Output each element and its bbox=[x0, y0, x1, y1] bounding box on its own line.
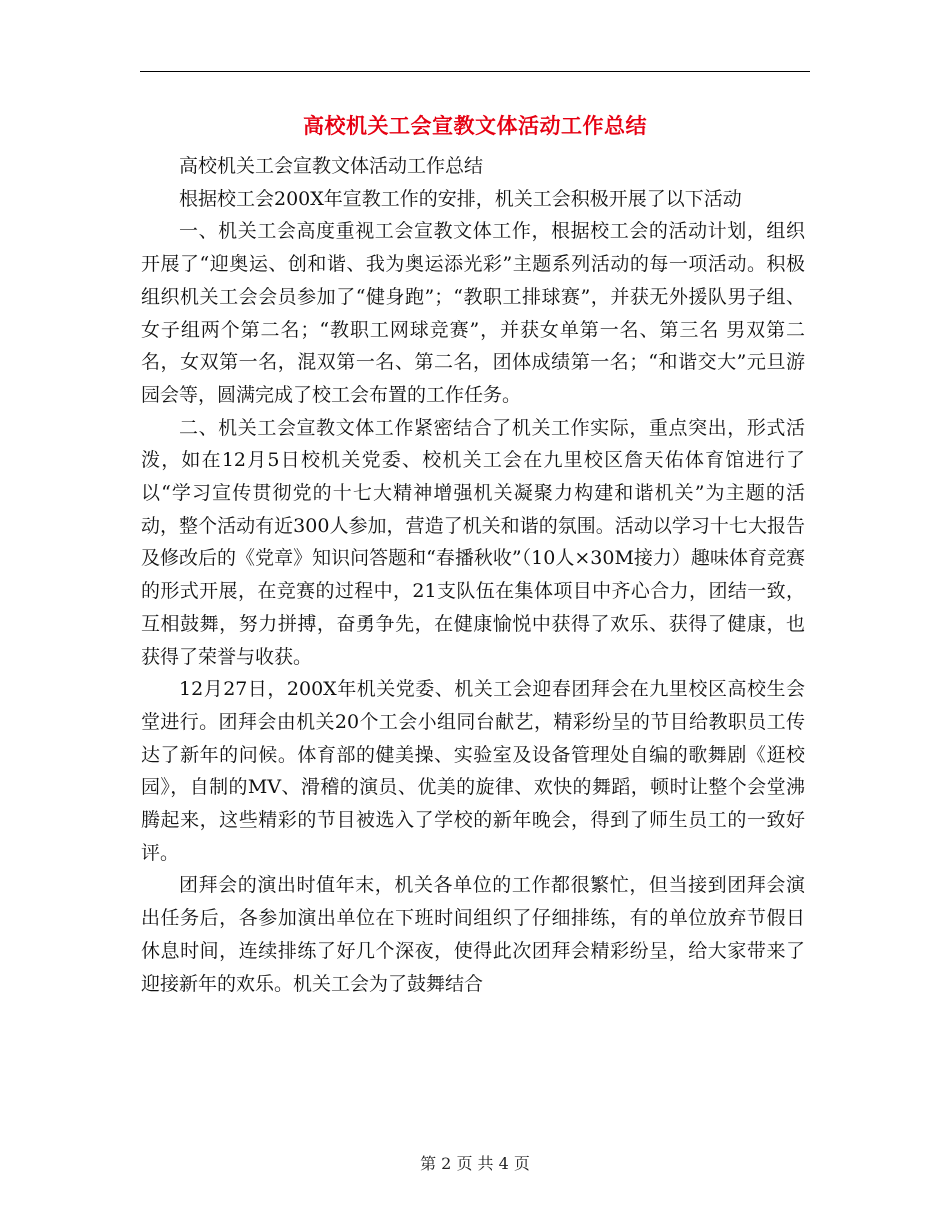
header-rule bbox=[140, 71, 810, 72]
paragraph-intro: 根据校工会200X年宣教工作的安排，机关工会积极开展了以下活动 bbox=[179, 187, 742, 210]
page-number-footer: 第 2 页 共 4 页 bbox=[420, 1154, 530, 1173]
paragraph-section-two: 二、机关工会宣教文体工作紧密结合了机关工作实际，重点突出，形式活泼，如在12月5日校机关党委、校机关工会在九里校区詹天佑体育馆进行了以“学习宣传贯彻党的十七大精神增强机关凝聚力构建和谐机关”为主题的活动，整个活动有近300人参加，营造了机关和谐的氛围。活动以学习十七大报告及修改后的《党章》知识问答题和“春播秋收”（10人×30M接力）趣味体育竞赛的形式开展，在竞赛的过程中，21支队伍在集体项目中齐心合力，团结一致，互相鼓舞，努力拼搏，奋勇争先，在健康愉悦中获得了欢乐、获得了健康，也获得了荣誉与收获。 bbox=[141, 416, 805, 668]
document-title: 高校机关工会宣教文体活动工作总结 bbox=[303, 114, 647, 138]
paragraph-new-year-gathering: 12月27日，200X年机关党委、机关工会迎春团拜会在九里校区高校生会堂进行。团拜会由机关20个工会小组同台献艺，精彩纷呈的节目给教职员工传达了新年的问候。体育部的健美操、实验室及设备管理处自编的歌舞剧《逛校园》，自制的MV、滑稽的演员、优美的旋律、欢快的舞蹈，顿时让整个会堂沸腾起来，这些精彩的节目被选入了学校的新年晚会，得到了师生员工的一致好评。 bbox=[141, 678, 805, 864]
document-body bbox=[141, 150, 805, 1000]
paragraph-subtitle: 高校机关工会宣教文体活动工作总结 bbox=[179, 155, 484, 177]
paragraph-rehearsal: 团拜会的演出时值年末，机关各单位的工作都很繁忙，但当接到团拜会演出任务后，各参加演出单位在下班时间组织了仔细排练，有的单位放弃节假日休息时间，连续排练了好几个深夜，使得此次团拜会精彩纷呈，给大家带来了迎接新年的欢乐。机关工会为了鼓舞结合 bbox=[141, 874, 805, 995]
paragraph-section-one: 一、机关工会高度重视工会宣教文体工作，根据校工会的活动计划，组织开展了“迎奥运、创和谐、我为奥运添光彩”主题系列活动的每一项活动。积极组织机关工会会员参加了“健身跑”；“教职工排球赛”，并获无外援队男子组、女子组两个第二名；“教职工网球竞赛”，并获女单第一名、第三名 男双第二名，女双第一名，混双第一名、第二名，团体成绩第一名；“和谐交大”元旦游园会等，圆满完成了校工会布置的工作任务。 bbox=[141, 220, 805, 406]
